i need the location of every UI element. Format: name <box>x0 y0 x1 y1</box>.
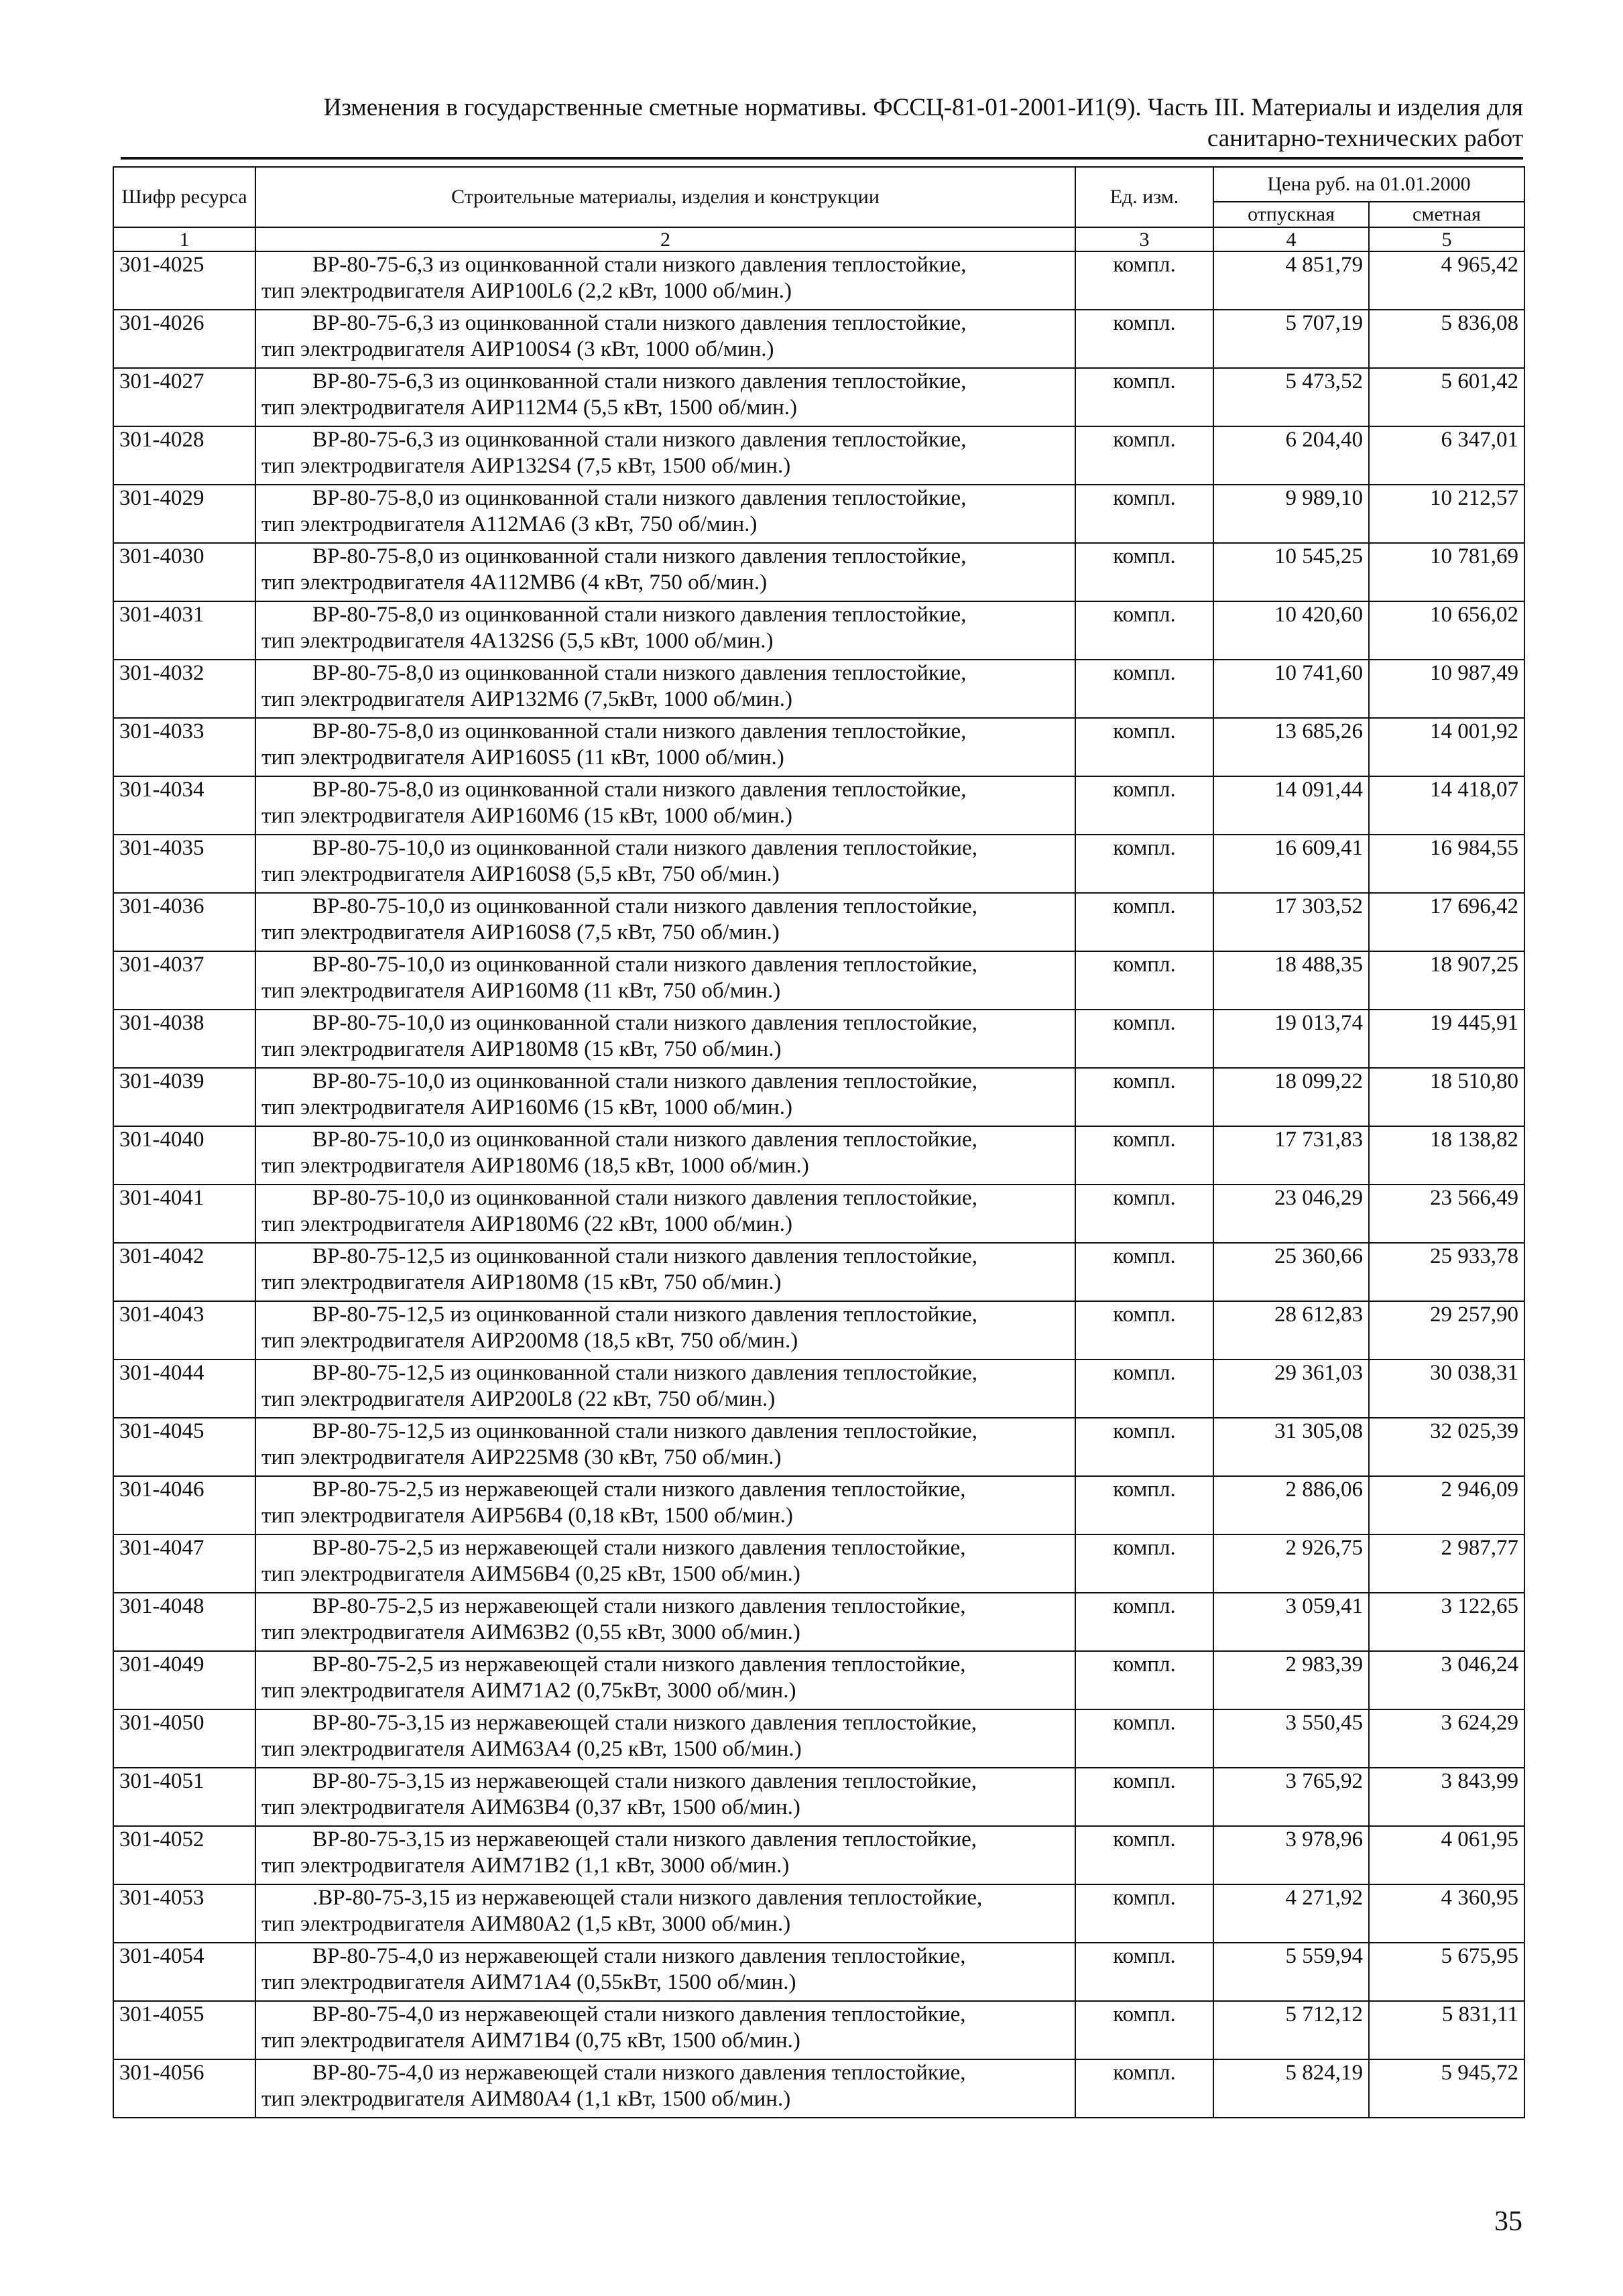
item-description <box>255 1360 1075 1418</box>
unit: компл. <box>1075 1126 1213 1185</box>
price-sell: 23 046,29 <box>1213 1185 1369 1243</box>
price-sell: 17 731,83 <box>1213 1126 1369 1185</box>
item-description <box>255 1826 1075 1884</box>
table-row <box>113 1243 1524 1301</box>
price-estimate: 10 781,69 <box>1369 543 1524 601</box>
col-header-price: Цена руб. на 01.01.2000 <box>1213 167 1524 202</box>
unit: компл. <box>1075 2001 1213 2059</box>
resource-code: 301-4039 <box>113 1068 255 1126</box>
price-estimate: 25 933,78 <box>1369 1243 1524 1301</box>
col-number: 4 <box>1213 227 1369 251</box>
resource-code: 301-4036 <box>113 893 255 951</box>
item-description <box>255 1884 1075 1943</box>
table-row <box>113 1884 1524 1943</box>
resource-code: 301-4048 <box>113 1593 255 1651</box>
price-sell: 3 765,92 <box>1213 1768 1369 1826</box>
price-sell: 28 612,83 <box>1213 1301 1369 1360</box>
resource-code: 301-4031 <box>113 601 255 660</box>
item-description <box>255 951 1075 1010</box>
description-line-2: тип электродвигателя АИР56В4 (0,18 кВт, 1500 об/мин.) <box>261 1504 793 1528</box>
resource-code: 301-4028 <box>113 426 255 485</box>
table-row <box>113 1709 1524 1768</box>
description-line-1: ВР-80-75-4,0 из нержавеющей стали низкого давления теплостойкие, <box>312 2002 966 2027</box>
price-sell: 10 420,60 <box>1213 601 1369 660</box>
price-sell: 2 926,75 <box>1213 1534 1369 1593</box>
unit: компл. <box>1075 1476 1213 1534</box>
table-row <box>113 543 1524 601</box>
price-sell: 13 685,26 <box>1213 718 1369 776</box>
table-row <box>113 1651 1524 1709</box>
price-sell: 14 091,44 <box>1213 776 1369 835</box>
table-row <box>113 601 1524 660</box>
description-line-1: ВР-80-75-4,0 из нержавеющей стали низкого давления теплостойкие, <box>312 1944 966 1968</box>
unit: компл. <box>1075 1709 1213 1768</box>
item-description <box>255 835 1075 893</box>
col-number: 2 <box>255 227 1075 251</box>
description-line-1: ВР-80-75-10,0 из оцинкованной стали низкого давления теплостойкие, <box>312 953 977 977</box>
item-description <box>255 1010 1075 1068</box>
description-line-1: ВР-80-75-12,5 из оцинкованной стали низкого давления теплостойкие, <box>312 1419 977 1443</box>
description-line-2: тип электродвигателя АИР112М4 (5,5 кВт, 1500 об/мин.) <box>261 396 797 420</box>
description-line-1: ВР-80-75-6,3 из оцинкованной стали низкого давления теплостойкие, <box>312 253 967 277</box>
description-line-2: тип электродвигателя АИМ56В4 (0,25 кВт, 1500 об/мин.) <box>261 1562 800 1586</box>
item-description <box>255 543 1075 601</box>
price-sell: 5 559,94 <box>1213 1943 1369 2001</box>
description-line-2: тип электродвигателя АИР160М8 (11 кВт, 750 об/мин.) <box>261 979 781 1003</box>
item-description <box>255 660 1075 718</box>
description-line-1: ВР-80-75-12,5 из оцинкованной стали низкого давления теплостойкие, <box>312 1361 977 1385</box>
table-row <box>113 2059 1524 2118</box>
item-description <box>255 601 1075 660</box>
price-estimate: 14 001,92 <box>1369 718 1524 776</box>
price-sell: 3 059,41 <box>1213 1593 1369 1651</box>
description-line-2: тип электродвигателя АИМ63В2 (0,55 кВт, 3000 об/мин.) <box>261 1620 800 1644</box>
description-line-2: тип электродвигателя АИР180М6 (18,5 кВт, 1000 об/мин.) <box>261 1154 809 1178</box>
col-header-price-estimate: сметная <box>1369 202 1524 227</box>
price-sell: 4 851,79 <box>1213 251 1369 310</box>
resource-code: 301-4038 <box>113 1010 255 1068</box>
description-line-1: ВР-80-75-10,0 из оцинкованной стали низкого давления теплостойкие, <box>312 1069 977 1093</box>
resource-code: 301-4051 <box>113 1768 255 1826</box>
item-description <box>255 1185 1075 1243</box>
description-line-1: ВР-80-75-8,0 из оцинкованной стали низкого давления теплостойкие, <box>312 544 967 568</box>
unit: компл. <box>1075 1301 1213 1360</box>
resource-code: 301-4053 <box>113 1884 255 1943</box>
description-line-2: тип электродвигателя АИР200L8 (22 кВт, 750 об/мин.) <box>261 1387 776 1411</box>
unit: компл. <box>1075 718 1213 776</box>
price-estimate: 3 046,24 <box>1369 1651 1524 1709</box>
header-subtitle: санитарно-технических работ <box>1207 125 1523 152</box>
price-sell: 16 609,41 <box>1213 835 1369 893</box>
item-description <box>255 1709 1075 1768</box>
item-description <box>255 1301 1075 1360</box>
description-line-1: ВР-80-75-2,5 из нержавеющей стали низкого давления теплостойкие, <box>312 1594 966 1618</box>
unit: компл. <box>1075 1185 1213 1243</box>
resource-code: 301-4037 <box>113 951 255 1010</box>
unit: компл. <box>1075 1010 1213 1068</box>
resource-code: 301-4040 <box>113 1126 255 1185</box>
description-line-2: тип электродвигателя АИМ71В4 (0,75 кВт, 1500 об/мин.) <box>261 2029 800 2053</box>
description-line-2: тип электродвигателя АИР180М8 (15 кВт, 750 об/мин.) <box>261 1037 782 1061</box>
table-row <box>113 1301 1524 1360</box>
table-row <box>113 1943 1524 2001</box>
description-line-1: ВР-80-75-10,0 из оцинкованной стали низкого давления теплостойкие, <box>312 836 977 860</box>
page-number: 35 <box>1494 2206 1522 2237</box>
price-sell: 4 271,92 <box>1213 1884 1369 1943</box>
price-sell: 3 550,45 <box>1213 1709 1369 1768</box>
unit: компл. <box>1075 485 1213 543</box>
price-sell: 10 741,60 <box>1213 660 1369 718</box>
unit: компл. <box>1075 368 1213 426</box>
resource-code: 301-4043 <box>113 1301 255 1360</box>
unit: компл. <box>1075 951 1213 1010</box>
price-sell: 5 473,52 <box>1213 368 1369 426</box>
item-description <box>255 776 1075 835</box>
unit: компл. <box>1075 1243 1213 1301</box>
item-description <box>255 1243 1075 1301</box>
unit: компл. <box>1075 1593 1213 1651</box>
price-estimate: 18 510,80 <box>1369 1068 1524 1126</box>
unit: компл. <box>1075 426 1213 485</box>
item-description <box>255 1418 1075 1476</box>
table-row <box>113 776 1524 835</box>
price-estimate: 5 945,72 <box>1369 2059 1524 2118</box>
description-line-2: тип электродвигателя АИР225М8 (30 кВт, 750 об/мин.) <box>261 1445 782 1469</box>
table-row <box>113 893 1524 951</box>
price-estimate: 10 987,49 <box>1369 660 1524 718</box>
price-estimate: 5 675,95 <box>1369 1943 1524 2001</box>
col-number: 5 <box>1369 227 1524 251</box>
resource-code: 301-4049 <box>113 1651 255 1709</box>
price-estimate: 4 965,42 <box>1369 251 1524 310</box>
price-estimate: 10 656,02 <box>1369 601 1524 660</box>
price-estimate: 18 907,25 <box>1369 951 1524 1010</box>
resource-code: 301-4046 <box>113 1476 255 1534</box>
description-line-2: тип электродвигателя АИР160М6 (15 кВт, 1000 об/мин.) <box>261 1095 792 1120</box>
description-line-1: ВР-80-75-8,0 из оцинкованной стали низкого давления теплостойкие, <box>312 778 967 802</box>
unit: компл. <box>1075 1534 1213 1593</box>
resource-code: 301-4033 <box>113 718 255 776</box>
resource-code: 301-4026 <box>113 310 255 368</box>
unit: компл. <box>1075 893 1213 951</box>
description-line-1: ВР-80-75-12,5 из оцинкованной стали низкого давления теплостойкие, <box>312 1244 977 1268</box>
price-sell: 18 488,35 <box>1213 951 1369 1010</box>
description-line-1: ВР-80-75-3,15 из нержавеющей стали низкого давления теплостойкие, <box>312 1711 977 1735</box>
price-estimate: 32 025,39 <box>1369 1418 1524 1476</box>
unit: компл. <box>1075 251 1213 310</box>
description-line-1: ВР-80-75-6,3 из оцинкованной стали низкого давления теплостойкие, <box>312 311 967 335</box>
resource-code: 301-4035 <box>113 835 255 893</box>
unit: компл. <box>1075 601 1213 660</box>
price-estimate: 19 445,91 <box>1369 1010 1524 1068</box>
item-description <box>255 2059 1075 2118</box>
description-line-1: ВР-80-75-2,5 из нержавеющей стали низкого давления теплостойкие, <box>312 1536 966 1560</box>
table-row <box>113 1476 1524 1534</box>
unit: компл. <box>1075 1418 1213 1476</box>
description-line-2: тип электродвигателя АИР100L6 (2,2 кВт, 1000 об/мин.) <box>261 279 792 303</box>
price-estimate: 18 138,82 <box>1369 1126 1524 1185</box>
description-line-1: ВР-80-75-12,5 из оцинкованной стали низкого давления теплостойкие, <box>312 1303 977 1327</box>
price-estimate: 10 212,57 <box>1369 485 1524 543</box>
price-sell: 31 305,08 <box>1213 1418 1369 1476</box>
description-line-2: тип электродвигателя 4А112МВ6 (4 кВт, 750 об/мин.) <box>261 570 768 595</box>
header-rule <box>121 157 1523 160</box>
description-line-2: тип электродвигателя АИМ71В2 (1,1 кВт, 3000 об/мин.) <box>261 1854 790 1878</box>
price-estimate: 14 418,07 <box>1369 776 1524 835</box>
description-line-2: тип электродвигателя 4А132S6 (5,5 кВт, 1000 об/мин.) <box>261 629 774 653</box>
table-row <box>113 1418 1524 1476</box>
item-description <box>255 368 1075 426</box>
price-estimate: 6 347,01 <box>1369 426 1524 485</box>
description-line-2: тип электродвигателя АИР160S8 (7,5 кВт, 750 об/мин.) <box>261 920 780 945</box>
price-sell: 5 824,19 <box>1213 2059 1369 2118</box>
description-line-2: тип электродвигателя АИР132S4 (7,5 кВт, 1500 об/мин.) <box>261 454 791 478</box>
resource-code: 301-4029 <box>113 485 255 543</box>
description-line-2: тип электродвигателя АИМ80А4 (1,1 кВт, 1500 об/мин.) <box>261 2087 791 2111</box>
item-description <box>255 1126 1075 1185</box>
description-line-1: ВР-80-75-8,0 из оцинкованной стали низкого давления теплостойкие, <box>312 486 967 510</box>
price-sell: 5 712,12 <box>1213 2001 1369 2059</box>
resource-code: 301-4056 <box>113 2059 255 2118</box>
description-line-2: тип электродвигателя АИР180М8 (15 кВт, 750 об/мин.) <box>261 1270 782 1294</box>
price-estimate: 3 122,65 <box>1369 1593 1524 1651</box>
unit: компл. <box>1075 1884 1213 1943</box>
table-row <box>113 1010 1524 1068</box>
unit: компл. <box>1075 1360 1213 1418</box>
price-estimate: 3 843,99 <box>1369 1768 1524 1826</box>
item-description <box>255 426 1075 485</box>
resource-code: 301-4047 <box>113 1534 255 1593</box>
description-line-1: ВР-80-75-8,0 из оцинкованной стали низкого давления теплостойкие, <box>312 603 967 627</box>
table-row <box>113 1126 1524 1185</box>
item-description <box>255 251 1075 310</box>
table-row <box>113 368 1524 426</box>
description-line-2: тип электродвигателя АИР160S8 (5,5 кВт, 750 об/мин.) <box>261 862 780 886</box>
table-row <box>113 660 1524 718</box>
price-sell: 3 978,96 <box>1213 1826 1369 1884</box>
table-row <box>113 1768 1524 1826</box>
unit: компл. <box>1075 835 1213 893</box>
price-estimate: 2 987,77 <box>1369 1534 1524 1593</box>
description-line-1: ВР-80-75-6,3 из оцинкованной стали низкого давления теплостойкие, <box>312 428 967 452</box>
price-estimate: 4 061,95 <box>1369 1826 1524 1884</box>
unit: компл. <box>1075 2059 1213 2118</box>
price-estimate: 16 984,55 <box>1369 835 1524 893</box>
price-estimate: 2 946,09 <box>1369 1476 1524 1534</box>
price-sell: 29 361,03 <box>1213 1360 1369 1418</box>
table-row <box>113 1360 1524 1418</box>
price-sell: 9 989,10 <box>1213 485 1369 543</box>
resource-code: 301-4045 <box>113 1418 255 1476</box>
resource-code: 301-4052 <box>113 1826 255 1884</box>
description-line-2: тип электродвигателя АИМ63А4 (0,25 кВт, 1500 об/мин.) <box>261 1737 802 1761</box>
description-line-1: ВР-80-75-8,0 из оцинкованной стали низкого давления теплостойкие, <box>312 661 967 685</box>
table-row <box>113 1593 1524 1651</box>
description-line-2: тип электродвигателя АИМ71А2 (0,75кВт, 3000 об/мин.) <box>261 1679 796 1703</box>
resource-code: 301-4030 <box>113 543 255 601</box>
description-line-1: ВР-80-75-3,15 из нержавеющей стали низкого давления теплостойкие, <box>312 1827 977 1852</box>
description-line-1: ВР-80-75-6,3 из оцинкованной стали низкого давления теплостойкие, <box>312 369 967 394</box>
price-sell: 25 360,66 <box>1213 1243 1369 1301</box>
description-line-2: тип электродвигателя АИР160М6 (15 кВт, 1000 об/мин.) <box>261 804 792 828</box>
description-line-1: ВР-80-75-10,0 из оцинкованной стали низкого давления теплостойкие, <box>312 1128 977 1152</box>
resource-code: 301-4027 <box>113 368 255 426</box>
description-line-2: тип электродвигателя АИР100S4 (3 кВт, 1000 об/мин.) <box>261 337 774 361</box>
price-estimate: 29 257,90 <box>1369 1301 1524 1360</box>
col-number: 3 <box>1075 227 1213 251</box>
description-line-2: тип электродвигателя АИР160S5 (11 кВт, 1000 об/мин.) <box>261 745 784 770</box>
table-row <box>113 485 1524 543</box>
unit: компл. <box>1075 1943 1213 2001</box>
col-header-description: Строительные материалы, изделия и конструкции <box>255 167 1075 227</box>
item-description <box>255 1068 1075 1126</box>
price-estimate: 23 566,49 <box>1369 1185 1524 1243</box>
col-number: 1 <box>113 227 255 251</box>
col-header-price-sell: отпускная <box>1213 202 1369 227</box>
table-row <box>113 718 1524 776</box>
price-sell: 19 013,74 <box>1213 1010 1369 1068</box>
resource-code: 301-4050 <box>113 1709 255 1768</box>
page-header <box>121 93 1523 154</box>
price-sell: 18 099,22 <box>1213 1068 1369 1126</box>
price-sell: 6 204,40 <box>1213 426 1369 485</box>
item-description <box>255 1651 1075 1709</box>
description-line-2: тип электродвигателя А112МА6 (3 кВт, 750 об/мин.) <box>261 512 758 536</box>
description-line-1: ВР-80-75-10,0 из оцинкованной стали низкого давления теплостойкие, <box>312 1011 977 1035</box>
unit: компл. <box>1075 543 1213 601</box>
table-row <box>113 251 1524 310</box>
table-row <box>113 835 1524 893</box>
description-line-1: ВР-80-75-2,5 из нержавеющей стали низкого давления теплостойкие, <box>312 1477 966 1502</box>
description-line-1: ВР-80-75-10,0 из оцинкованной стали низкого давления теплостойкие, <box>312 1186 977 1210</box>
description-line-2: тип электродвигателя АИМ63В4 (0,37 кВт, 1500 об/мин.) <box>261 1795 800 1819</box>
item-description <box>255 893 1075 951</box>
price-sell: 17 303,52 <box>1213 893 1369 951</box>
item-description <box>255 2001 1075 2059</box>
col-header-unit: Ед. изм. <box>1075 167 1213 227</box>
description-line-2: тип электродвигателя АИР200М8 (18,5 кВт, 750 об/мин.) <box>261 1329 798 1353</box>
price-sell: 2 983,39 <box>1213 1651 1369 1709</box>
description-line-2: тип электродвигателя АИР180М6 (22 кВт, 1000 об/мин.) <box>261 1212 792 1236</box>
resource-code: 301-4032 <box>113 660 255 718</box>
resource-code: 301-4034 <box>113 776 255 835</box>
unit: компл. <box>1075 1768 1213 1826</box>
description-line-2: тип электродвигателя АИМ71А4 (0,55кВт, 1500 об/мин.) <box>261 1970 796 1994</box>
table-row <box>113 426 1524 485</box>
item-description <box>255 1534 1075 1593</box>
description-line-1: .ВР-80-75-3,15 из нержавеющей стали низкого давления теплостойкие, <box>312 1886 983 1910</box>
resource-code: 301-4041 <box>113 1185 255 1243</box>
item-description <box>255 1593 1075 1651</box>
table-row <box>113 310 1524 368</box>
item-description <box>255 718 1075 776</box>
description-line-2: тип электродвигателя АИР132М6 (7,5кВт, 1000 об/мин.) <box>261 687 792 711</box>
unit: компл. <box>1075 1651 1213 1709</box>
unit: компл. <box>1075 310 1213 368</box>
description-line-1: ВР-80-75-3,15 из нержавеющей стали низкого давления теплостойкие, <box>312 1769 977 1793</box>
price-estimate: 5 836,08 <box>1369 310 1524 368</box>
resource-code: 301-4054 <box>113 1943 255 2001</box>
item-description <box>255 1476 1075 1534</box>
description-line-2: тип электродвигателя АИМ80А2 (1,5 кВт, 3000 об/мин.) <box>261 1912 791 1936</box>
price-estimate: 30 038,31 <box>1369 1360 1524 1418</box>
price-estimate: 5 601,42 <box>1369 368 1524 426</box>
resource-code: 301-4025 <box>113 251 255 310</box>
description-line-1: ВР-80-75-2,5 из нержавеющей стали низкого давления теплостойкие, <box>312 1652 966 1677</box>
price-sell: 5 707,19 <box>1213 310 1369 368</box>
price-sell: 10 545,25 <box>1213 543 1369 601</box>
item-description <box>255 310 1075 368</box>
unit: компл. <box>1075 1068 1213 1126</box>
price-estimate: 5 831,11 <box>1369 2001 1524 2059</box>
item-description <box>255 485 1075 543</box>
unit: компл. <box>1075 776 1213 835</box>
resource-code: 301-4044 <box>113 1360 255 1418</box>
item-description <box>255 1768 1075 1826</box>
unit: компл. <box>1075 1826 1213 1884</box>
item-description <box>255 1943 1075 2001</box>
price-estimate: 3 624,29 <box>1369 1709 1524 1768</box>
price-sell: 2 886,06 <box>1213 1476 1369 1534</box>
description-line-1: ВР-80-75-8,0 из оцинкованной стали низкого давления теплостойкие, <box>312 719 967 743</box>
header-title: Изменения в государственные сметные нормативы. ФССЦ-81-01-2001-И1(9). Часть III. Материалы и изделия для <box>323 94 1523 121</box>
table-row <box>113 1068 1524 1126</box>
price-estimate: 17 696,42 <box>1369 893 1524 951</box>
price-table <box>113 166 1525 2118</box>
resource-code: 301-4042 <box>113 1243 255 1301</box>
description-line-1: ВР-80-75-10,0 из оцинкованной стали низкого давления теплостойкие, <box>312 894 977 918</box>
unit: компл. <box>1075 660 1213 718</box>
table-row <box>113 1826 1524 1884</box>
col-header-code: Шифр ресурса <box>113 167 255 227</box>
resource-code: 301-4055 <box>113 2001 255 2059</box>
table-row <box>113 951 1524 1010</box>
table-row <box>113 2001 1524 2059</box>
table-row <box>113 1185 1524 1243</box>
table-row <box>113 1534 1524 1593</box>
description-line-1: ВР-80-75-4,0 из нержавеющей стали низкого давления теплостойкие, <box>312 2061 966 2085</box>
price-estimate: 4 360,95 <box>1369 1884 1524 1943</box>
